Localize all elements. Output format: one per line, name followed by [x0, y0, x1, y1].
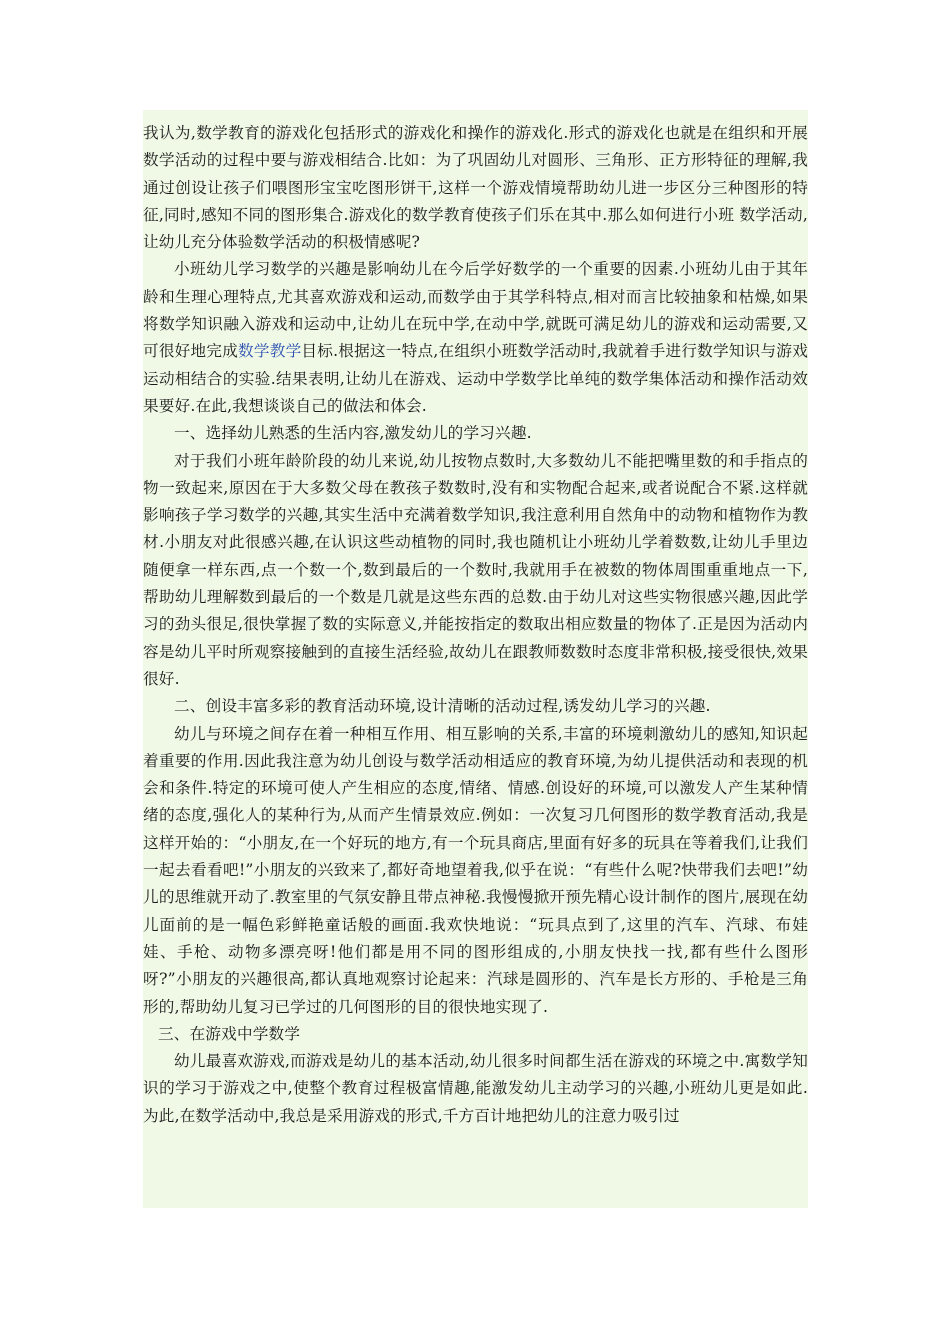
paragraph-section-2: 幼儿与环境之间存在着一种相互作用、相互影响的关系,丰富的环境刺激幼儿的感知,知识起着重要的作用.因此我注意为幼儿创设与数学活动相适应的教育环境,为幼儿提供活动和表现的机会和条件.特定的环境可使人产生相应的态度,情绪、情感.创设好的环境,可以激发人产生某种情绪的态度,强化人的某种行为,从而产生情景效应.例如：一次复习几何图形的数学教育活动,我是这样开始的：“小朋友,在一个好玩的地方,有一个玩具商店,里面有好多的玩具在等着我们,让我们一起去看看吧!”小朋友的兴致来了,都好奇地望着我,似乎在说：“有些什么呢?快带我们去吧!”幼儿的思维就开动了.教室里的气氛安静且带点神秘.我慢慢掀开预先精心设计制作的图片,展现在幼儿面前的是一幅色彩鲜艳童话般的画面.我欢快地说：“玩具点到了,这里的汽车、汽球、布娃娃、手枪、动物多漂亮呀!他们都是用不同的图形组成的,小朋友快找一找,都有些什么图形呀?”小朋友的兴趣很高,都认真地观察讨论起来：汽球是圆形的、汽车是长方形的、手枪是三角形的,帮助幼儿复习已学过的几何图形的目的很快地实现了.	[143, 724, 808, 1016]
paragraph-interest	[143, 256, 808, 420]
paragraph-interest-text-after: 目标.根据这一特点,在组织小班数学活动时,我就着手进行数学知识与游戏运动相结合的实验.结果表明,让幼儿在游戏、运动中学数学比单纯的数学集体活动和操作活动效果要好.在此,我想谈谈自己的做法和体会.	[143, 342, 808, 415]
paragraph-section-1: 对于我们小班年龄阶段的幼儿来说,幼儿按物点数时,大多数幼儿不能把嘴里数的和手指点的物一致起来,原因在于大多数父母在教孩子数数时,没有和实物配合起来,或者说配合不紧.这样就影响孩子学习数学的兴趣,其实生活中充满着数学知识,我注意利用自然角中的动物和植物作为教材.小朋友对此很感兴趣,在认识这些动植物的同时,我也随机让小班幼儿学着数数,让幼儿手里边随便拿一样东西,点一个数一个,数到最后的一个数时,我就用手在被数的物体周围重重地点一下,帮助幼儿理解数到最后的一个数是几就是这些东西的总数.由于幼儿对这些实物很感兴趣,因此学习的劲头很足,很快掌握了数的实际意义,并能按指定的数取出相应数量的物体了.正是因为活动内容是幼儿平时所观察接触到的直接生活经验,故幼儿在跟教师数数时态度非常积极,接受很快,效果很好.	[143, 451, 808, 688]
document-body	[143, 110, 808, 1208]
paragraph-interest-text-before: 小班幼儿学习数学的兴趣是影响幼儿在今后学好数学的一个重要的因素.小班幼儿由于其年龄和生理心理特点,尤其喜欢游戏和运动,而数学由于其学科特点,相对而言比较抽象和枯燥,如果将数学知识融入游戏和运动中,让幼儿在玩中学,在动中学,就既可满足幼儿的游戏和运动需要,又可很好地完成	[143, 260, 808, 361]
section-heading-2: 二、创设丰富多彩的教育活动环境,设计清晰的活动过程,诱发幼儿学习的兴趣.	[174, 697, 711, 716]
math-teaching-link[interactable]: 数学教学	[238, 342, 302, 361]
section-heading-1: 一、选择幼儿熟悉的生活内容,激发幼儿的学习兴趣.	[174, 424, 532, 443]
section-heading-3: 三、在游戏中学数学	[158, 1024, 301, 1043]
paragraph-section-3: 幼儿最喜欢游戏,而游戏是幼儿的基本活动,幼儿很多时间都生活在游戏的环境之中.寓数学知识的学习于游戏之中,使整个教育过程极富情趣,能激发幼儿主动学习的兴趣,小班幼儿更是如此.为此,在数学活动中,我总是采用游戏的形式,千方百计地把幼儿的注意力吸引过	[143, 1052, 808, 1125]
paragraph-intro: 我认为,数学教育的游戏化包括形式的游戏化和操作的游戏化.形式的游戏化也就是在组织和开展数学活动的过程中要与游戏相结合.比如：为了巩固幼儿对圆形、三角形、正方形特征的理解,我通过创设让孩子们喂图形宝宝吃图形饼干,这样一个游戏情境帮助幼儿进一步区分三种图形的特征,同时,感知不同的图形集合.游戏化的数学教育使孩子们乐在其中.那么如何进行小班 数学活动,让幼儿充分体验数学活动的积极情感呢?	[143, 124, 808, 252]
